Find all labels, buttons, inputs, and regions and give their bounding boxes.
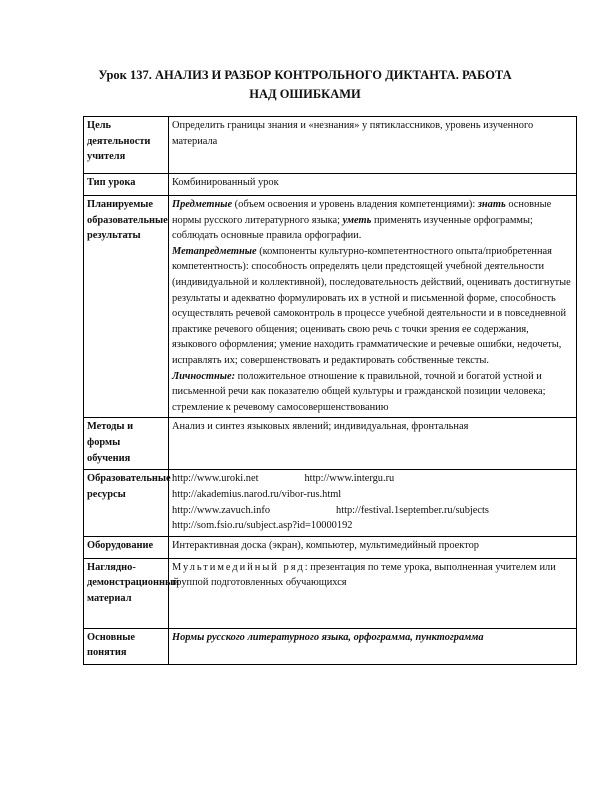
- lesson-plan-table: [83, 116, 577, 665]
- resource-link[interactable]: http://akademius.narod.ru/vibor-rus.html: [172, 488, 342, 500]
- meta-results-text: (компоненты культурно-компетентностного опыта/приобретенная компетентность): способность определять цели предстоящей учебной деятельности (индивидуальной и коллективной), последовательность действий, оценивать достигнутые результаты и адекватно формулировать их в устной и письменной форме, способность осуществлять речевой самоконтроль в процессе учебной деятельности и в повседневной практике речевого общения; оценивать свою речь с точки зрения ее содержания, языкового оформления; умение находить грамматические и речевые ошибки, недочеты, исправлять их; совершенствовать и редактировать собственные тексты.: [172, 245, 571, 366]
- row-lesson-type: [84, 174, 577, 196]
- equipment-label: Оборудование: [84, 536, 169, 558]
- planned-results-label: Планируемые образовательные результаты: [84, 196, 169, 418]
- subject-results-text-1: (объем освоения и уровень владения компетенциями):: [232, 199, 478, 210]
- row-goal: [84, 117, 577, 174]
- know-word: знать: [477, 199, 506, 210]
- row-visual-material: [84, 558, 577, 628]
- visual-material-value: [169, 558, 577, 628]
- personal-results-heading: Личностные:: [172, 370, 236, 382]
- resource-link[interactable]: http://www.zavuch.info: [172, 504, 271, 516]
- lesson-type-value: Комбинированный урок: [169, 174, 577, 196]
- lesson-type-label: Тип урока: [84, 174, 169, 196]
- resource-link[interactable]: http://www.intergu.ru: [304, 473, 395, 485]
- goal-value: Определить границы знания и «незнания» у пятиклассников, уровень изученного материала: [169, 117, 577, 174]
- resource-link[interactable]: http://festival.1september.ru/subjects: [336, 504, 489, 516]
- personal-results-text: положительное отношение к правильной, точной и богатой устной и письменной речи как показателю общей культуры и гражданской позиции человека; стремление к речевому самосовершенствованию: [172, 370, 546, 413]
- resources-label: Образовательные ресурсы: [84, 470, 169, 536]
- row-resources: [84, 470, 577, 536]
- equipment-value: Интерактивная доска (экран), компьютер, мультимедийный проектор: [169, 536, 577, 558]
- row-equipment: [84, 536, 577, 558]
- row-planned-results: [84, 196, 577, 418]
- title-line-2: НАД ОШИБКАМИ: [249, 87, 361, 101]
- key-concepts-value: Нормы русского литературного языка, орфограмма, пунктограмма: [169, 628, 577, 664]
- multimedia-heading: Мультимедийный ряд: [172, 561, 305, 573]
- visual-material-text: : презентация по теме урока, выполненная учителем или группой подготовленных обучающихся: [172, 561, 556, 589]
- row-key-concepts: [84, 628, 577, 664]
- can-word: уметь: [342, 214, 372, 226]
- meta-results-heading: Метапредметные: [172, 245, 257, 257]
- resource-link[interactable]: http://som.fsio.ru/subject.asp?id=10000192: [172, 520, 353, 532]
- subject-results-heading: Предметные: [172, 199, 233, 210]
- visual-material-label: Наглядно-демонстрационный материал: [84, 558, 169, 628]
- methods-label: Методы и формы обучения: [84, 418, 169, 470]
- title-line-1: Урок 137. АНАЛИЗ И РАЗБОР КОНТРОЛЬНОГО ДИКТАНТА. РАБОТА: [98, 68, 512, 82]
- goal-label: Цель деятельности учителя: [84, 117, 169, 174]
- methods-value: Анализ и синтез языковых явлений; индивидуальная, фронтальная: [169, 418, 577, 470]
- planned-results-value: [169, 196, 577, 418]
- resources-value: [169, 470, 577, 536]
- row-methods: [84, 418, 577, 470]
- subject-results-text-3: применять изученные орфограммы; соблюдать основные правила орфографии.: [172, 214, 533, 242]
- page-title: [70, 66, 540, 104]
- subject-results-text-2: основные нормы русского литературного языка;: [172, 199, 552, 226]
- key-concepts-label: Основные понятия: [84, 628, 169, 664]
- resource-link[interactable]: http://www.uroki.net: [172, 473, 259, 485]
